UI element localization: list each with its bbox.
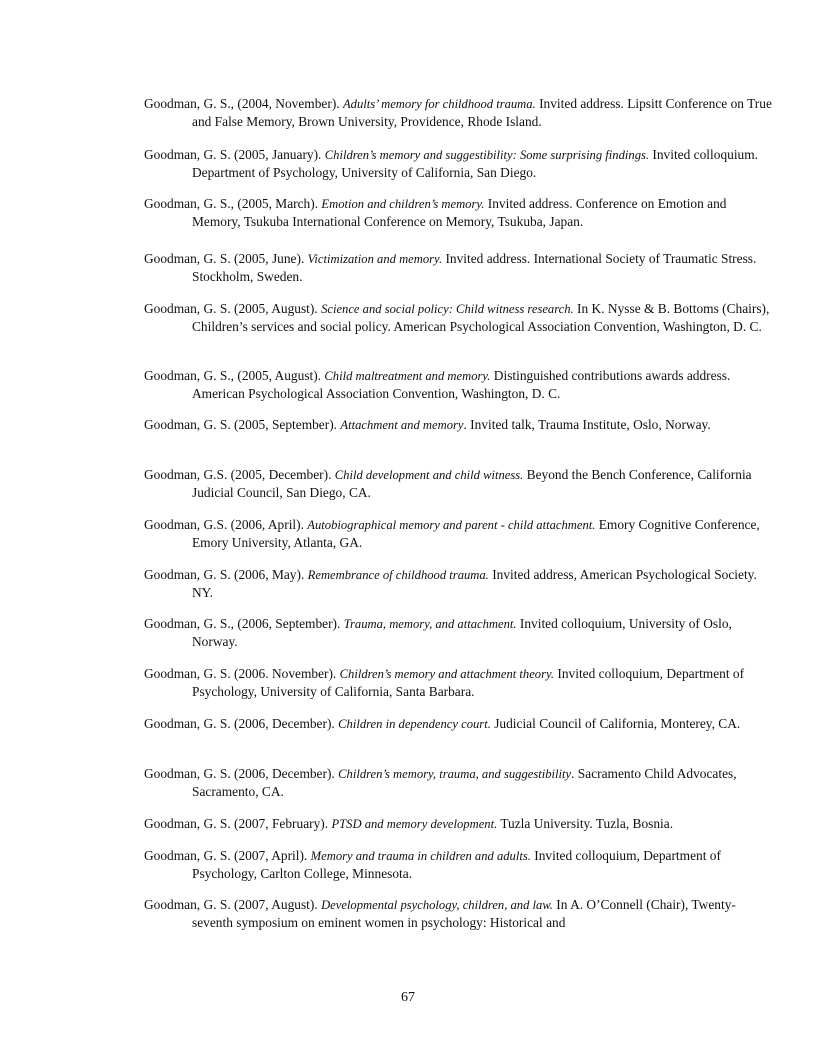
reference-entry: Goodman, G. S. (2006, December). Children in dependency court. Judicial Council of California, Monterey, CA.	[144, 716, 741, 731]
reference-entry: Goodman, G. S. (2005, June). Victimization and memory. Invited address. International Society of Traumatic Stress. Stockholm, Sweden.	[144, 251, 757, 284]
presentation-title: Children’s memory, trauma, and suggestibility	[338, 767, 572, 781]
presentation-title: Emotion and children’s memory.	[321, 197, 485, 211]
presentation-title: Children’s memory and attachment theory.	[339, 667, 555, 681]
presentation-title: Victimization and memory.	[307, 252, 443, 266]
reference-entry: Goodman, G.S. (2006, April). Autobiographical memory and parent - child attachment. Emory Cognitive Conference, Emory University, Atlanta, GA.	[144, 517, 760, 550]
reference-entry: Goodman, G. S., (2004, November). Adults’ memory for childhood trauma. Invited address. Lipsitt Conference on True and False Memory, Brown University, Providence, Rhode Island.	[144, 96, 772, 129]
presentation-title: Children in dependency court.	[338, 717, 491, 731]
presentation-title: Adults’ memory for childhood trauma.	[342, 97, 536, 111]
presentation-title: Science and social policy: Child witness research.	[321, 302, 574, 316]
reference-entry: Goodman, G. S. (2007, August). Developmental psychology, children, and law. In A. O’Connell (Chair), Twenty-seventh symposium on eminent women in psychology: Historical and	[144, 897, 736, 930]
reference-entry: Goodman, G.S. (2005, December). Child development and child witness. Beyond the Bench Conference, California Judicial Council, San Diego, CA.	[144, 467, 752, 500]
presentation-title: Autobiographical memory and parent - child attachment.	[307, 518, 596, 532]
reference-entry: Goodman, G. S. (2005, January). Children’s memory and suggestibility: Some surprising findings. Invited colloquium. Department of Psychology, University of California, San Diego.	[144, 147, 759, 180]
page-number: 67	[401, 990, 415, 1005]
reference-entry: Goodman, G. S. (2005, September). Attachment and memory. Invited talk, Trauma Institute, Oslo, Norway.	[144, 417, 711, 432]
presentation-title: PTSD and memory development.	[331, 817, 498, 831]
reference-entry: Goodman, G. S. (2006, December). Children’s memory, trauma, and suggestibility. Sacramento Child Advocates, Sacramento, CA.	[144, 766, 737, 799]
presentation-title: Remembrance of childhood trauma.	[307, 568, 489, 582]
reference-entry: Goodman, G. S. (2006. November). Children’s memory and attachment theory. Invited colloquium, Department of Psychology, University of California, Santa Barbara.	[144, 666, 745, 699]
reference-entry: Goodman, G. S. (2006, May). Remembrance of childhood trauma. Invited address, American Psychological Society. NY.	[144, 567, 757, 600]
presentation-title: Trauma, memory, and attachment.	[343, 617, 517, 631]
reference-entry: Goodman, G. S., (2006, September). Trauma, memory, and attachment. Invited colloquium, University of Oslo, Norway.	[144, 616, 732, 649]
presentation-title: Developmental psychology, children, and law.	[321, 898, 553, 912]
reference-entry: Goodman, G. S. (2007, April). Memory and trauma in children and adults. Invited colloquium, Department of Psychology, Carlton College, Minnesota.	[144, 848, 721, 881]
reference-entry: Goodman, G. S. (2007, February). PTSD and memory development. Tuzla University. Tuzla, Bosnia.	[144, 816, 674, 831]
presentation-title: Attachment and memory	[340, 418, 464, 432]
presentation-title: Child maltreatment and memory.	[324, 369, 491, 383]
presentation-title: Memory and trauma in children and adults.	[310, 849, 531, 863]
reference-entry: Goodman, G. S., (2005, August). Child maltreatment and memory. Distinguished contributions awards address. American Psychological Association Convention, Washington, D. C.	[144, 368, 731, 401]
reference-entry: Goodman, G. S. (2005, August). Science and social policy: Child witness research. In K. Nysse & B. Bottoms (Chairs), Children’s services and social policy. American Psychological Association Convention, Washington, D. C.	[144, 301, 770, 334]
presentation-title: Children’s memory and suggestibility: Some surprising findings.	[324, 148, 650, 162]
presentation-title: Child development and child witness.	[334, 468, 524, 482]
reference-entry: Goodman, G. S., (2005, March). Emotion and children’s memory. Invited address. Conference on Emotion and Memory, Tsukuba International Conference on Memory, Tsukuba, Japan.	[144, 196, 727, 229]
